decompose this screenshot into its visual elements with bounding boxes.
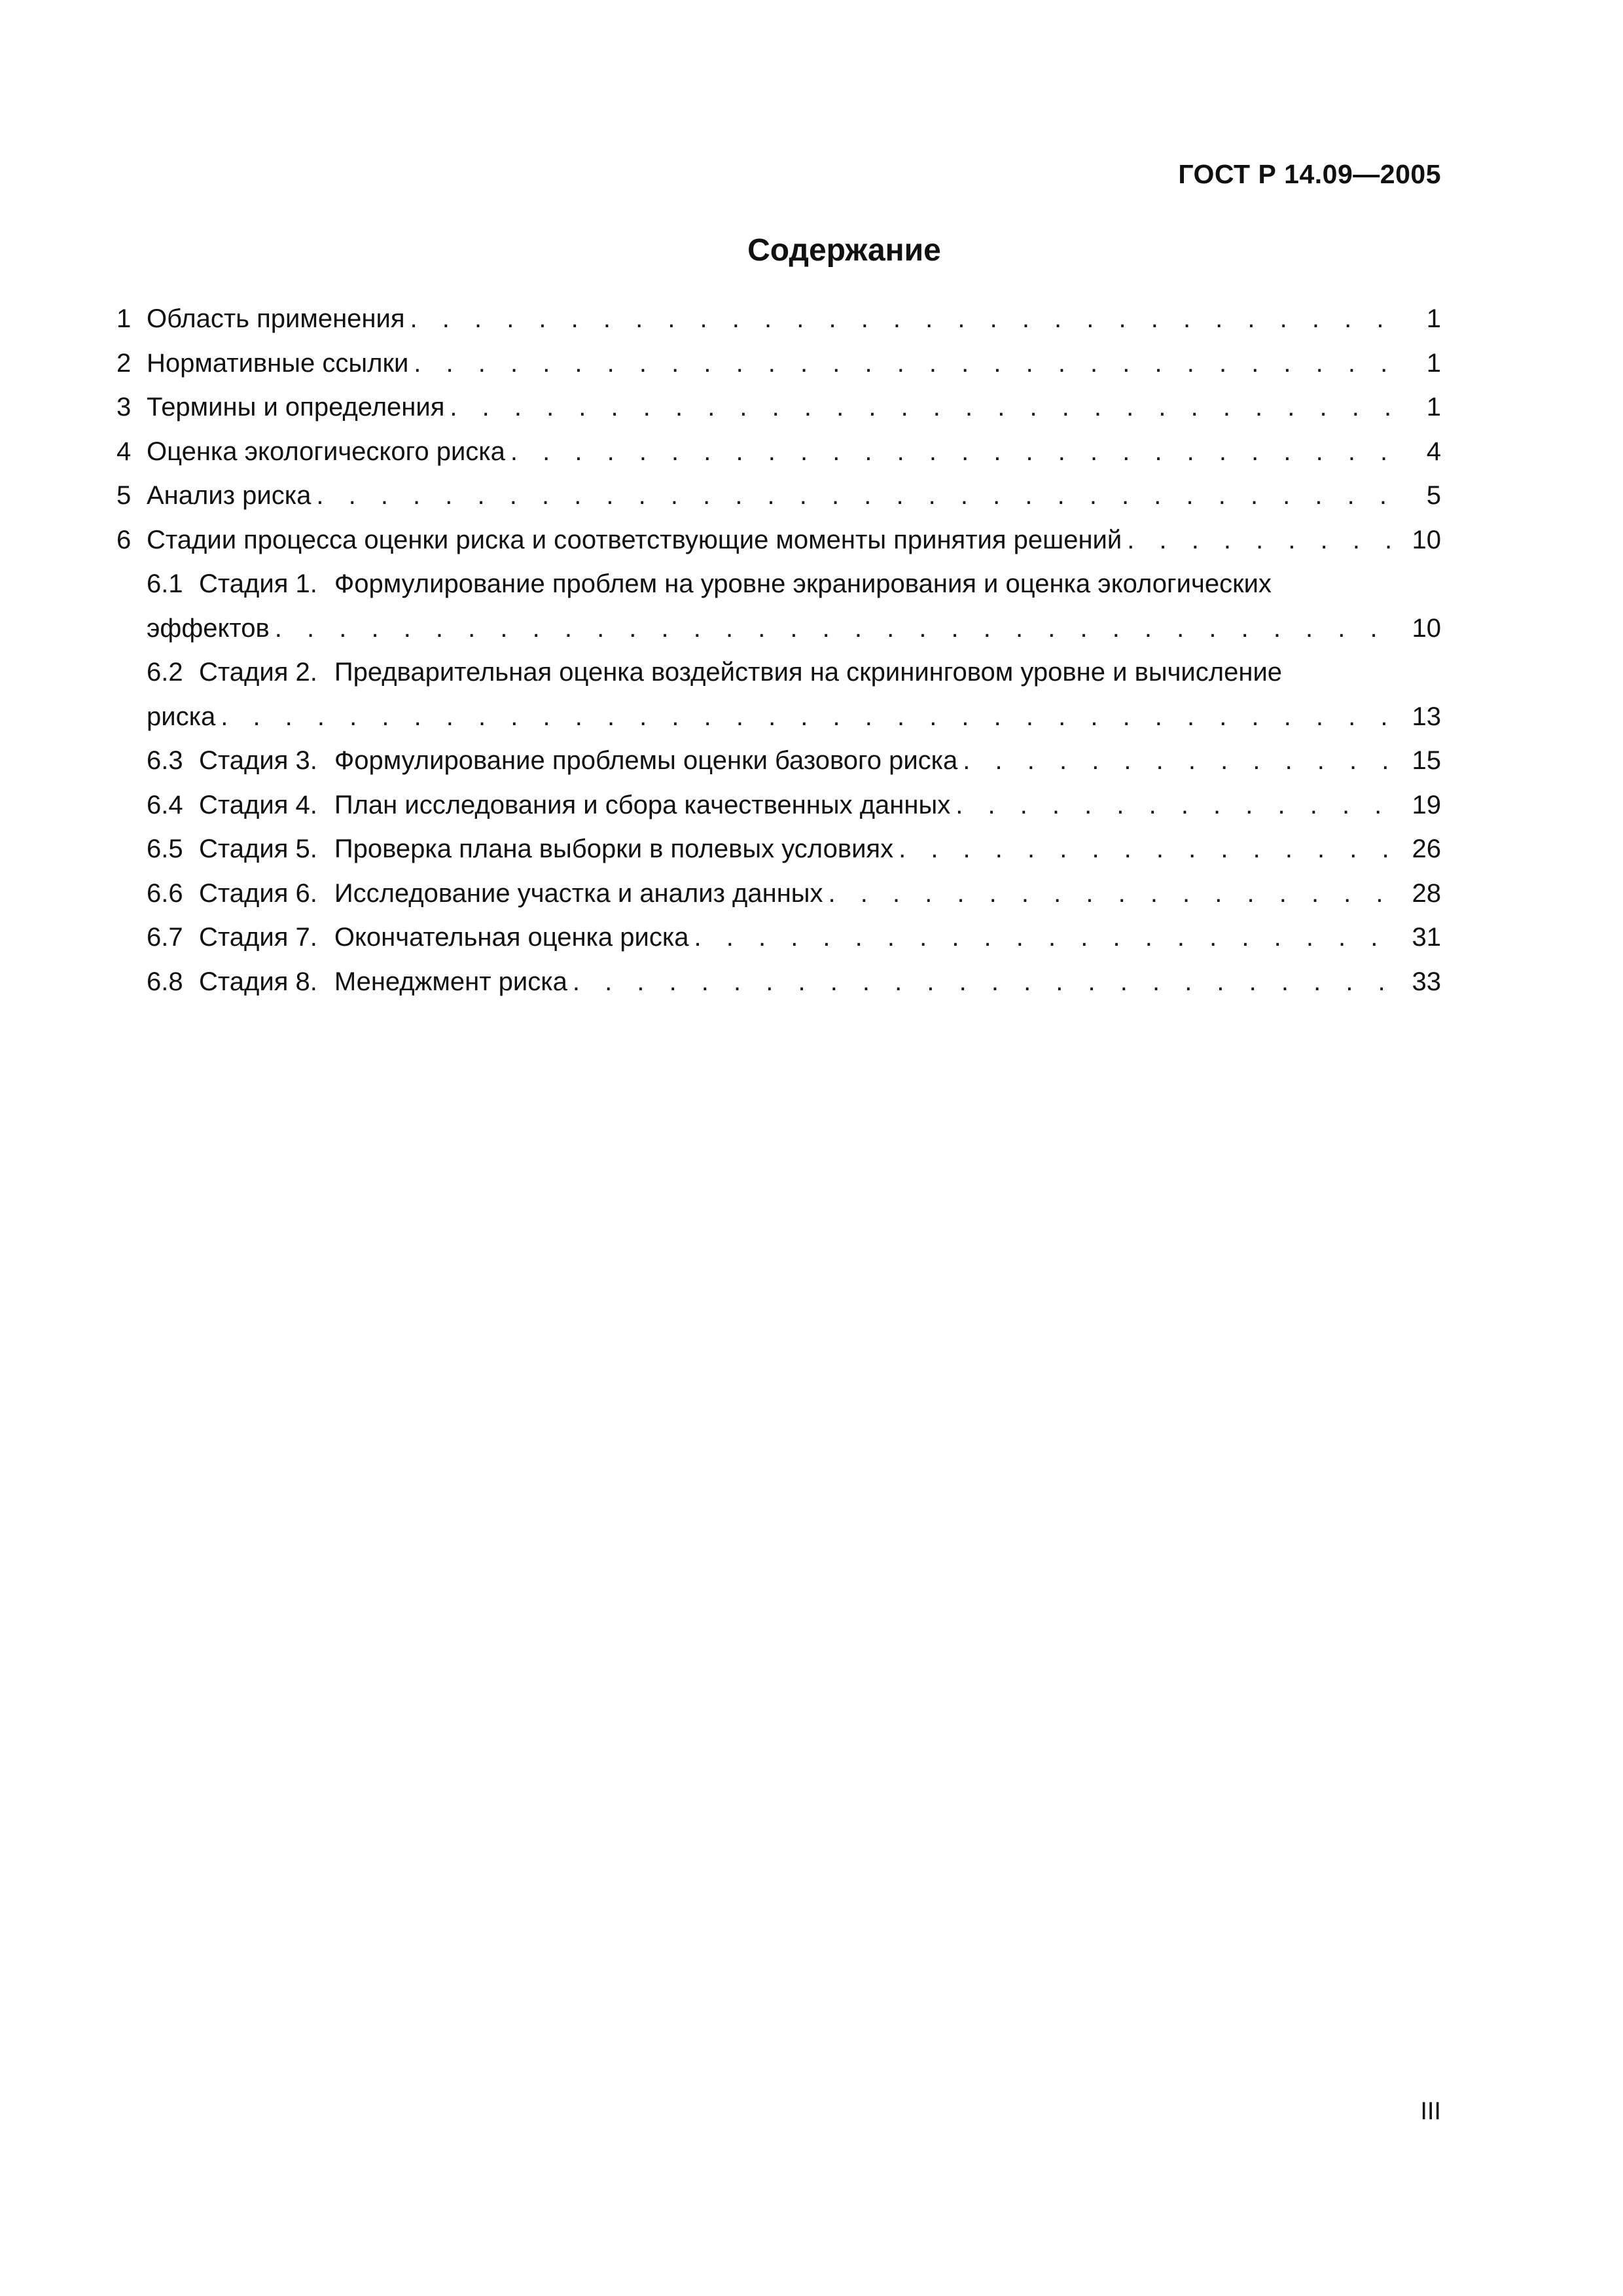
- toc-number: 5: [116, 481, 132, 510]
- leader-dots: [963, 739, 1397, 783]
- toc-title: Анализ риска: [147, 481, 312, 510]
- toc-entry-3[interactable]: [116, 386, 1441, 430]
- toc-title-cont: риска: [147, 702, 216, 731]
- toc-page: 31: [1412, 923, 1441, 952]
- toc-stage: Стадия 6.: [199, 878, 317, 908]
- leader-dots: [275, 607, 1397, 651]
- toc-page: 10: [1412, 613, 1441, 643]
- leader-dots: [450, 386, 1397, 430]
- toc-title: Окончательная оценка риска: [334, 923, 689, 952]
- toc-number: 6.6: [147, 878, 183, 908]
- toc-entry-6[interactable]: [116, 518, 1441, 563]
- leader-dots: [221, 695, 1397, 740]
- toc-title: Исследование участка и анализ данных: [334, 878, 823, 908]
- toc-page: 1: [1426, 348, 1441, 378]
- toc-entry-6-2[interactable]: [116, 651, 1441, 695]
- toc-number: 1: [116, 304, 132, 333]
- leader-dots: [899, 827, 1397, 872]
- toc-number: 6.8: [147, 967, 183, 996]
- leader-dots: [573, 960, 1397, 1005]
- toc-stage: Стадия 2.: [199, 658, 317, 687]
- toc-title: Формулирование проблемы оценки базового риска: [334, 746, 958, 775]
- toc-number: 6: [116, 525, 132, 554]
- leader-dots: [694, 916, 1397, 960]
- toc-title-cont: эффектов: [147, 613, 270, 643]
- toc-title: Термины и определения: [147, 393, 445, 422]
- toc-title: Формулирование проблем на уровне экранирования и оценка экологических: [334, 569, 1272, 598]
- toc-number: 6.5: [147, 834, 183, 863]
- toc-entry-2[interactable]: [116, 342, 1441, 386]
- toc-stage: Стадия 7.: [199, 923, 317, 952]
- leader-dots: [955, 783, 1397, 828]
- toc-title: Проверка плана выборки в полевых условиях: [334, 834, 894, 863]
- toc-stage: Стадия 4.: [199, 790, 317, 819]
- toc-entry-1[interactable]: [116, 297, 1441, 342]
- toc-page: 15: [1412, 746, 1441, 775]
- leader-dots: [510, 430, 1397, 475]
- toc-number: 6.7: [147, 923, 183, 952]
- toc-entry-6-7[interactable]: [116, 916, 1441, 960]
- toc-entry-6-8[interactable]: [116, 960, 1441, 1005]
- toc-stage: Стадия 5.: [199, 834, 317, 863]
- toc-title: Область применения: [147, 304, 405, 333]
- toc-page: 26: [1412, 834, 1441, 863]
- toc-title: Менеджмент риска: [334, 967, 567, 996]
- toc-page: 1: [1426, 304, 1441, 333]
- page-title: Содержание: [747, 233, 941, 268]
- toc-page: 4: [1426, 437, 1441, 466]
- toc-number: 6.1: [147, 569, 183, 598]
- toc-number: 2: [116, 348, 132, 378]
- toc-page: 10: [1412, 525, 1441, 554]
- toc-stage: Стадия 8.: [199, 967, 317, 996]
- toc-stage: Стадия 1.: [199, 569, 317, 598]
- toc-entry-6-6[interactable]: [116, 872, 1441, 916]
- leader-dots: [410, 297, 1397, 342]
- toc-page: 13: [1412, 702, 1441, 731]
- toc-page: 33: [1412, 967, 1441, 996]
- toc-stage: Стадия 3.: [199, 746, 317, 775]
- toc-entry-6-4[interactable]: [116, 783, 1441, 828]
- toc-entry-6-2-cont[interactable]: [116, 695, 1441, 740]
- toc-title: Предварительная оценка воздействия на скрининговом уровне и вычисление: [334, 658, 1283, 687]
- leader-dots: [1127, 518, 1397, 563]
- document-code: ГОСТ Р 14.09—2005: [1178, 159, 1441, 189]
- toc-number: 6.4: [147, 790, 183, 819]
- toc-page: 28: [1412, 878, 1441, 908]
- toc-number: 6.3: [147, 746, 183, 775]
- toc-entry-6-3[interactable]: [116, 739, 1441, 783]
- table-of-contents: [116, 297, 1441, 1004]
- toc-entry-6-5[interactable]: [116, 827, 1441, 872]
- toc-number: 6.2: [147, 658, 183, 687]
- toc-entry-6-1[interactable]: [116, 562, 1441, 607]
- leader-dots: [316, 474, 1397, 518]
- toc-page: 1: [1426, 393, 1441, 422]
- toc-title: Оценка экологического риска: [147, 437, 505, 466]
- toc-title: Стадии процесса оценки риска и соответствующие моменты принятия решений: [147, 525, 1122, 554]
- toc-title: Нормативные ссылки: [147, 348, 409, 378]
- leader-dots: [829, 872, 1397, 916]
- toc-page: 5: [1426, 481, 1441, 510]
- page-number: III: [1420, 2098, 1441, 2125]
- toc-entry-4[interactable]: [116, 430, 1441, 475]
- toc-entry-5[interactable]: [116, 474, 1441, 518]
- toc-number: 4: [116, 437, 132, 466]
- toc-entry-6-1-cont[interactable]: [116, 607, 1441, 651]
- toc-title: План исследования и сбора качественных данных: [334, 790, 951, 819]
- leader-dots: [414, 342, 1397, 386]
- toc-number: 3: [116, 393, 132, 422]
- toc-page: 19: [1412, 790, 1441, 819]
